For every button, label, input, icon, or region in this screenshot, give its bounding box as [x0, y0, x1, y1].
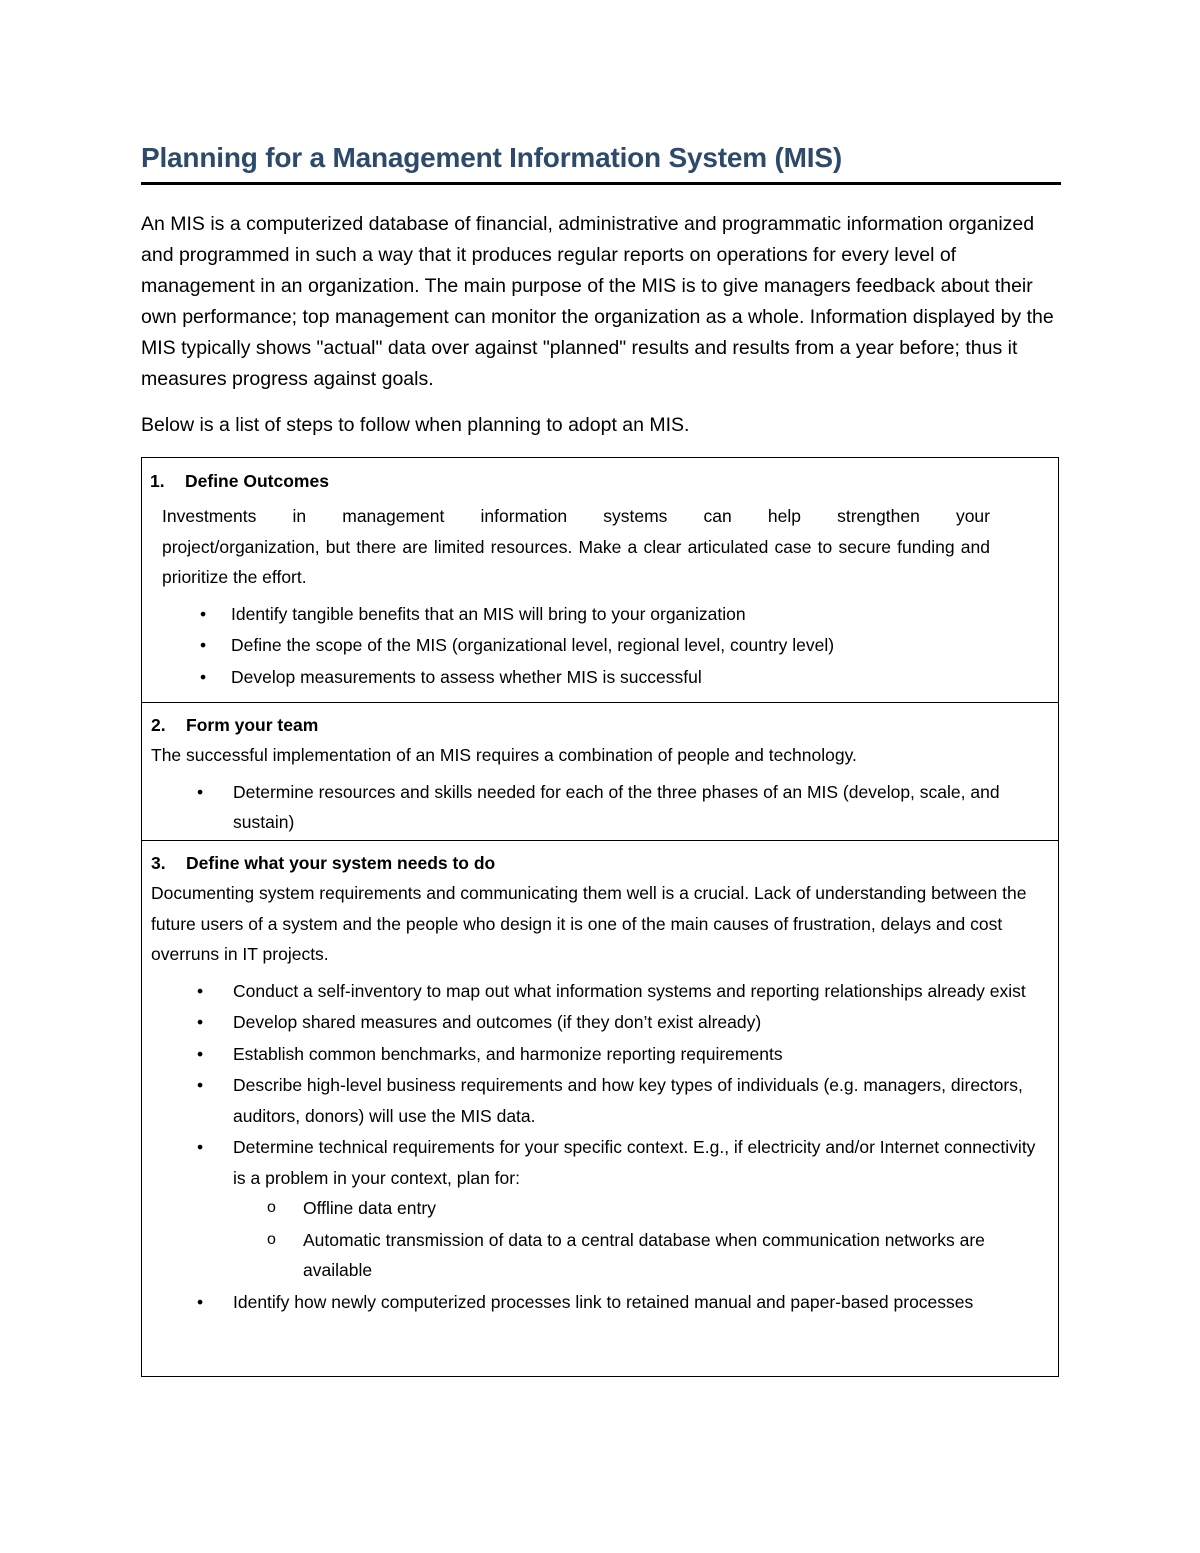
sub-list-item: o Automatic transmission of data to a central database when communication networks are available	[233, 1225, 1048, 1286]
sub-bullet-list	[233, 1193, 1048, 1286]
step-description: The successful implementation of an MIS requires a combination of people and technology.	[151, 745, 857, 765]
intro-paragraph: An MIS is a computerized database of financial, administrative and programmatic information organized and programmed in such a way that it produces regular reports on operations for every level of management in an organization. The main purpose of the MIS is to give managers feedback about their own performance; top management can monitor the organization as a whole. Information displayed by the MIS typically shows "actual" data over against "planned" results and results from a year before; thus it measures progress against goals.	[141, 213, 1054, 390]
step-description-line: Investments in management information systems can help strengthen your	[162, 506, 990, 526]
bullet-icon: •	[197, 980, 204, 1001]
step-bullet-list	[151, 976, 1058, 1318]
step-description-rest: project/organization, but there are limited resources. Make a clear articulated case to secure funding and prioritize the effort.	[162, 536, 990, 587]
list-item: • Develop measurements to assess whether MIS is successful	[150, 662, 1058, 693]
list-item: • Determine resources and skills needed for each of the three phases of an MIS (develop, scale, and sustain)	[151, 777, 1058, 838]
bullet-icon: •	[200, 666, 207, 687]
step-bullet-list	[150, 599, 1058, 693]
bullet-icon: •	[197, 1075, 204, 1095]
bullet-icon: •	[200, 603, 207, 624]
bullet-icon: •	[197, 781, 204, 802]
step-number: 2.	[151, 715, 166, 735]
step-heading	[150, 466, 1058, 496]
circle-bullet-icon: o	[267, 1230, 276, 1248]
title-underline	[141, 182, 1061, 185]
list-item: • Determine technical requirements for your specific context. E.g., if electricity and/or Internet connectivity is a problem in your context, plan for: o Offline data entry o Automatic transmission of data to a central database when communication networks are available	[151, 1132, 1058, 1286]
step-form-team	[142, 702, 1058, 840]
bullet-icon: •	[200, 635, 207, 655]
list-item: • Describe high-level business requirements and how key types of individuals (e.g. managers, directors, auditors, donors) will use the MIS data.	[151, 1070, 1058, 1131]
bullet-icon: •	[197, 1291, 204, 1312]
steps-intro: Below is a list of steps to follow when planning to adopt an MIS.	[141, 414, 690, 436]
list-item: • Conduct a self-inventory to map out what information systems and reporting relationships already exist	[151, 976, 1058, 1007]
sub-list-item: o Offline data entry	[233, 1193, 1048, 1224]
step-heading	[151, 710, 1058, 740]
list-item: • Develop shared measures and outcomes (if they don’t exist already)	[151, 1007, 1058, 1038]
step-title: Form your team	[186, 715, 319, 735]
bullet-icon: •	[197, 1137, 204, 1157]
step-title: Define what your system needs to do	[186, 853, 496, 873]
step-define-system-needs	[142, 840, 1058, 1376]
list-item: • Establish common benchmarks, and harmonize reporting requirements	[151, 1039, 1058, 1070]
bullet-icon: •	[197, 1043, 204, 1064]
step-number: 1.	[150, 471, 165, 491]
document-title: Planning for a Management Information System (MIS)	[141, 142, 842, 173]
step-title: Define Outcomes	[185, 471, 329, 491]
list-item: • Identify how newly computerized processes link to retained manual and paper-based processes	[151, 1287, 1058, 1318]
step-description: Documenting system requirements and communicating them well is a crucial. Lack of understanding between the future users of a system and the people who design it is one of the main causes of frustration, delays and cost overruns in IT projects.	[151, 883, 1027, 964]
step-description	[150, 501, 1058, 593]
step-define-outcomes	[142, 458, 1058, 702]
list-item: • Define the scope of the MIS (organizational level, regional level, country level)	[150, 630, 1058, 661]
bullet-icon: •	[197, 1012, 204, 1032]
step-number: 3.	[151, 853, 166, 873]
steps-table	[141, 457, 1059, 1377]
list-item: • Identify tangible benefits that an MIS will bring to your organization	[150, 599, 1058, 630]
circle-bullet-icon: o	[267, 1199, 276, 1216]
step-bullet-list	[151, 777, 1058, 838]
step-heading	[151, 848, 1058, 878]
